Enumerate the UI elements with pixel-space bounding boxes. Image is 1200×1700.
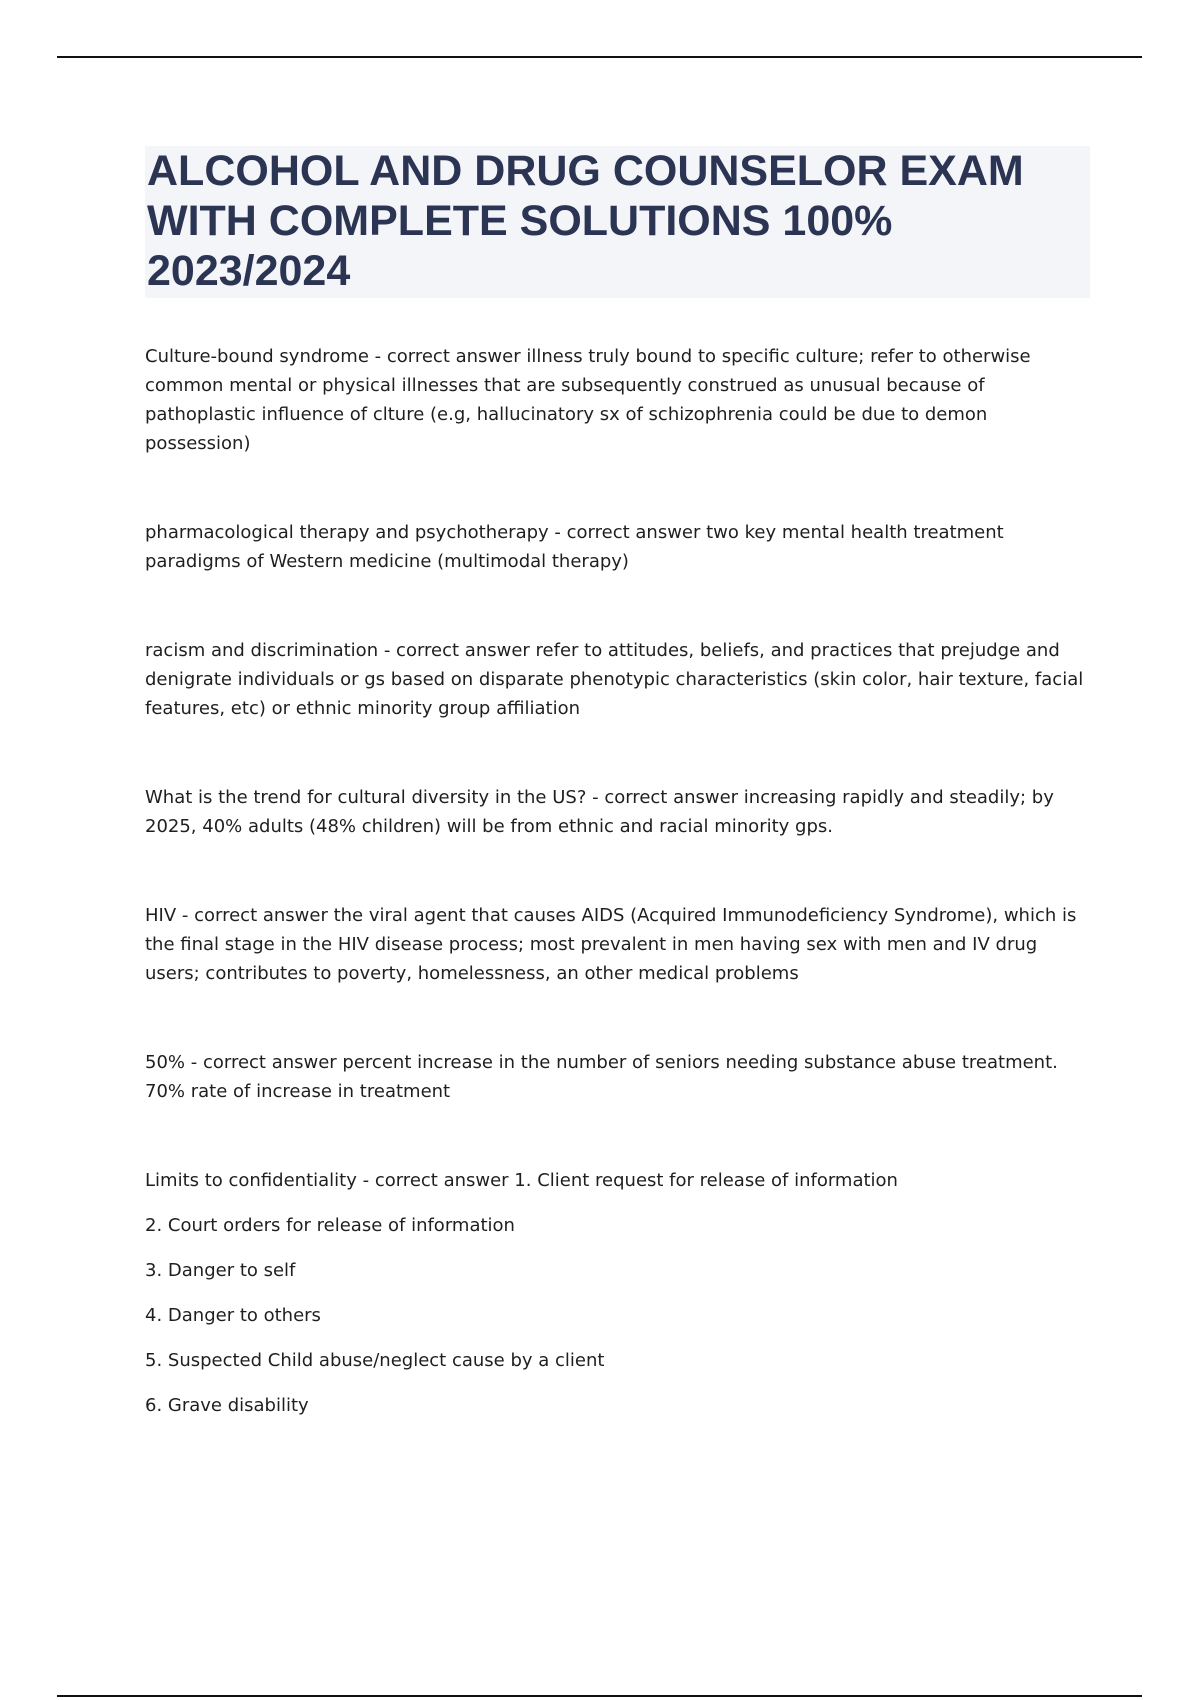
list-item: 4. Danger to others bbox=[145, 1305, 321, 1326]
qa-entry bbox=[145, 1048, 1090, 1106]
confidentiality-entry bbox=[145, 1166, 1090, 1420]
qa-entry bbox=[145, 342, 1090, 458]
list-item: 2. Court orders for release of information bbox=[145, 1215, 515, 1236]
qa-entry bbox=[145, 636, 1090, 723]
title-banner bbox=[145, 146, 1090, 298]
list-item: 3. Danger to self bbox=[145, 1260, 296, 1281]
qa-entry bbox=[145, 901, 1090, 988]
qa-entry bbox=[145, 518, 1090, 576]
bottom-rule bbox=[57, 1695, 1142, 1697]
document-body bbox=[145, 342, 1090, 1480]
qa-text: 50% - correct answer percent increase in the number of seniors needing substance abuse treatment. 70% rate of increase in treatment bbox=[145, 1052, 1058, 1102]
document-title: ALCOHOL AND DRUG COUNSELOR EXAM WITH COMPLETE SOLUTIONS 100% 2023/2024 bbox=[147, 147, 1024, 295]
confidentiality-lead: Limits to confidentiality - correct answer 1. Client request for release of information bbox=[145, 1170, 898, 1191]
top-rule bbox=[57, 56, 1142, 58]
qa-text: HIV - correct answer the viral agent that causes AIDS (Acquired Immunodeficiency Syndrome), which is the final stage in the HIV disease process; most prevalent in men having sex with men and IV drug users; contributes to poverty, homelessness, an other medical problems bbox=[145, 905, 1077, 984]
qa-text: racism and discrimination - correct answer refer to attitudes, beliefs, and practices that prejudge and denigrate individuals or gs based on disparate phenotypic characteristics (skin color, hair texture, facial features, etc) or ethnic minority group affiliation bbox=[145, 640, 1084, 719]
qa-entry bbox=[145, 783, 1090, 841]
qa-text: Culture-bound syndrome - correct answer illness truly bound to specific culture; refer to otherwise common mental or physical illnesses that are subsequently construed as unusual because of pathoplastic influence of clture (e.g, hallucinatory sx of schizophrenia could be due to demon possession) bbox=[145, 346, 1031, 454]
list-item: 6. Grave disability bbox=[145, 1395, 309, 1416]
qa-text: pharmacological therapy and psychotherapy - correct answer two key mental health treatment paradigms of Western medicine (multimodal therapy) bbox=[145, 522, 1004, 572]
list-item: 5. Suspected Child abuse/neglect cause by a client bbox=[145, 1350, 605, 1371]
qa-text: What is the trend for cultural diversity in the US? - correct answer increasing rapidly and steadily; by 2025, 40% adults (48% children) will be from ethnic and racial minority gps. bbox=[145, 787, 1054, 837]
